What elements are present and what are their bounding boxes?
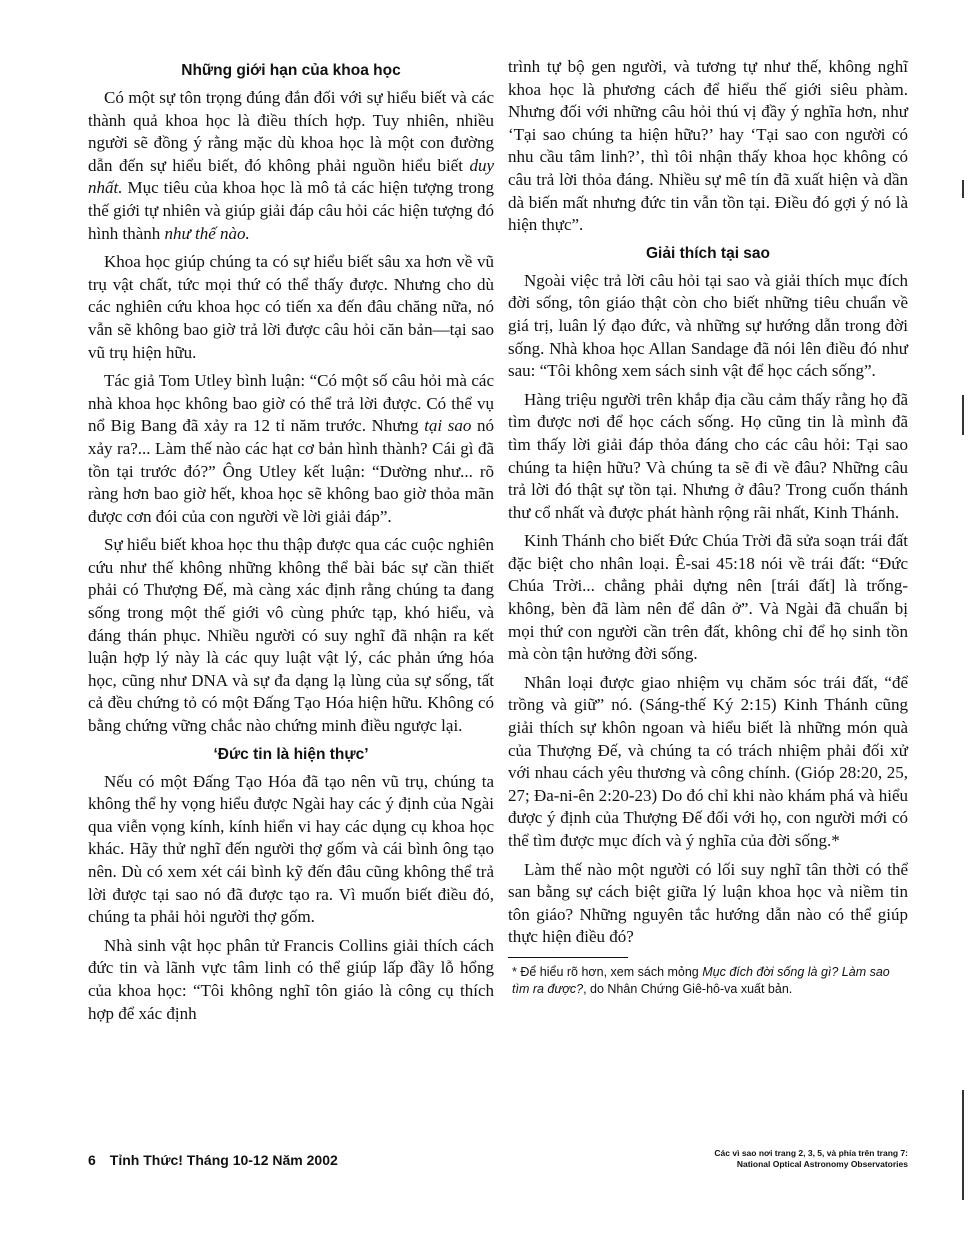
italic-text: tại sao xyxy=(424,416,472,436)
scan-edge-mark xyxy=(962,180,964,198)
text-run: Có một sự tôn trọng đúng đắn đối với sự hiểu biết và các thành quả khoa học là điều thích hợp. Tuy nhiên, nhiều người sẽ đồng ý rằng mặc dù khoa học là một con đường dẫn đến sự hiểu biết, đó không phải nguồn hiểu biết xyxy=(88,88,494,175)
credits-line: National Optical Astronomy Observatories xyxy=(736,1159,908,1169)
text-run: * Để hiểu rõ hơn, xem sách mỏng xyxy=(512,964,703,979)
italic-text: như thế nào. xyxy=(164,223,250,243)
text-run: Mục tiêu của khoa học là mô tả các hiện tượng trong thế giới tự nhiên và giúp giải đáp câu hỏi các hiện tượng đó hình thành xyxy=(88,178,494,243)
paragraph: Kinh Thánh cho biết Đức Chúa Trời đã sửa soạn trái đất đặc biệt cho nhân loại. Ê-sai 45:18 nói về trái đất: “Đức Chúa Trời... chẳng phải dựng nên [trái đất] là trống-không, bèn đã làm nên để dân ở”. Và Ngài đã chuẩn bị mọi thứ con người cần trên đất, không chỉ để họ sinh tồn mà còn tận hưởng đời sống. xyxy=(508,531,908,664)
section-heading-faith-is-real: ‘Đức tin là hiện thực’ xyxy=(213,745,369,763)
scan-edge-mark xyxy=(962,395,964,435)
page-number: 6 xyxy=(88,1152,96,1168)
section-heading-explaining-why: Giải thích tại sao xyxy=(645,244,771,262)
paragraph xyxy=(88,87,494,245)
paragraph: Ngoài việc trả lời câu hỏi tại sao và giải thích mục đích đời sống, tôn giáo thật còn cho biết những tiêu chuẩn về giá trị, luân lý đạo đức, và những sự hướng dẫn trong đời sống. Nhà khoa học Allan Sandage đã nói lên điều đó như sau: “Tôi không xem sách sinh vật để học cách sống”. xyxy=(508,270,908,381)
footnote xyxy=(512,964,908,998)
page-footer xyxy=(88,1152,338,1168)
text-run: nó xảy ra?... Làm thế nào các hạt cơ bản hình thành? Cái gì đã tồn tại trước đó?” Ông Utley kết luận: “Dường như... rõ ràng hơn bao giờ hết, khoa học sẽ không bao giờ thỏa mãn được cơn đói của con người về lời giải đáp”. xyxy=(88,416,494,526)
section-heading-limits-of-science: Những giới hạn của khoa học xyxy=(181,62,401,79)
image-credits xyxy=(660,1148,908,1170)
paragraph: Nhân loại được giao nhiệm vụ chăm sóc trái đất, “để trồng và giữ” nó. (Sáng-thế Ký 2:15) Kinh Thánh cũng giải thích sự khôn ngoan và hiểu biết là những món quà của Thượng Đế, và chúng ta có trách nhiệm phải đối xử với nhau cách yêu thương và công chính. (Gióp 28:20, 25, 27; Đa-ni-ên 2:20-23) Do đó chỉ khi nào khám phá và hiểu được ý định của Thượng Đế đối với họ, con người mới có thể tìm được mục đích và ý nghĩa của đời sống.* xyxy=(508,672,908,850)
paragraph: Nhà sinh vật học phân tử Francis Collins giải thích cách đức tin và lãnh vực tâm linh có thể giúp lấp đầy lỗ hổng của khoa học: “Tôi không nghĩ tôn giáo là công cụ thích hợp để xác định xyxy=(88,935,494,1023)
paragraph: Làm thế nào một người có lối suy nghĩ tân thời có thể san bằng sự cách biệt giữa lý luận khoa học và niềm tin tôn giáo? Những nguyên tắc hướng dẫn nào có thể giúp thực hiện điều đó? xyxy=(508,859,908,947)
left-column xyxy=(88,56,494,1031)
italic-text: Mục đích đời sống là gì? Làm sao tìm ra được? xyxy=(512,964,890,996)
paragraph: Nếu có một Đấng Tạo Hóa đã tạo nên vũ trụ, chúng ta không thể hy vọng hiểu được Ngài hay các ý định của Ngài qua viễn vọng kính, kính hiển vi hay các dụng cụ khoa học khác. Hãy thử nghĩ đến người thợ gốm và cái bình ông tạo nên. Dù có xem xét cái bình kỹ đến đâu cũng không thể trả lời được tại sao nó đã được tạo ra. Vì muốn biết điều đó, chúng ta phải hỏi người thợ gốm. xyxy=(88,771,494,927)
paragraph-continued: trình tự bộ gen người, và tương tự như thế, không nghĩ khoa học là phương cách để hiểu thế giới siêu phàm. Nhưng đối với những câu hỏi thú vị đầy ý nghĩa hơn, như ‘Tại sao chúng ta hiện hữu?’ hay ‘Tại sao con người có nhu cầu tâm linh?’, thì tôi nhận thấy khoa học không có câu trả lời thỏa đáng. Nhiều sự mê tín đã xuất hiện và dần dà biến mất nhưng đức tin vẫn tồn tại. Điều đó gợi ý nó là hiện thực”. xyxy=(508,57,908,235)
paragraph: Khoa học giúp chúng ta có sự hiểu biết sâu xa hơn về vũ trụ vật chất, tức mọi thứ có thể thấy được. Nhưng cho dù các nghiên cứu khoa học có tiến xa đến đâu chăng nữa, nó vẫn sẽ không bao giờ trả lời được câu hỏi căn bản—tại sao vũ trụ hiện hữu. xyxy=(88,252,494,362)
paragraph: Hàng triệu người trên khắp địa cầu cảm thấy rằng họ đã tìm được nơi để học cách sống. Họ cũng tin là mình đã tìm thấy lời giải đáp thỏa đáng cho các câu hỏi: Tại sao chúng ta hiện hữu? Và chúng ta sẽ đi về đâu? Những câu trả lời đó thật sự tồn tại. Nhưng ở đâu? Trong cuốn thánh thư cổ nhất và được phát hành rộng rãi nhất, Kinh Thánh. xyxy=(508,389,908,522)
paragraph xyxy=(88,370,494,528)
credits-line: Các vì sao nơi trang 2, 3, 5, và phía trên trang 7: xyxy=(714,1148,908,1158)
footnote-divider xyxy=(508,957,628,958)
paragraph: Sự hiểu biết khoa học thu thập được qua các cuộc nghiên cứu như thế không những không thể bài bác sự cần thiết phải có Thượng Đế, mà càng xác định rằng chúng ta đang sống trong một thế giới vô cùng phức tạp, khó hiểu, và đáng thán phục. Nhiều người có suy nghĩ đã nhận ra kết luận hợp lý này là các quy luật vật lý, các phản ứng hóa học, cũng như DNA và sự đa dạng lạ lùng của sự sống, tất cả đều chứng tỏ có một Đấng Tạo Hóa hiện hữu. Không có bằng chứng vững chắc nào chứng minh điều ngược lại. xyxy=(88,535,494,736)
italic-text: duy nhất. xyxy=(88,155,494,198)
publication-title: Tỉnh Thức! Tháng 10-12 Năm 2002 xyxy=(109,1152,338,1168)
text-run: , do Nhân Chứng Giê-hô-va xuất bản. xyxy=(583,981,793,996)
scan-edge-mark xyxy=(962,1090,964,1200)
text-run: Tác giả Tom Utley bình luận: “Có một số câu hỏi mà các nhà khoa học không bao giờ có thể trả lời được. Có thể vụ nổ Big Bang đã xảy ra 12 tỉ năm trước. Nhưng xyxy=(88,371,494,436)
right-column xyxy=(508,56,908,998)
